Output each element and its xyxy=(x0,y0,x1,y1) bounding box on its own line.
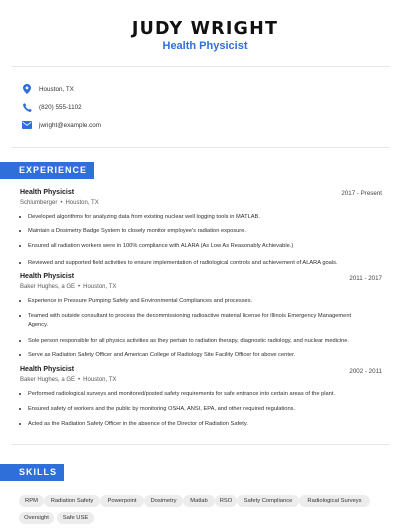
job-dates: 2011 - 2017 xyxy=(349,275,382,282)
contact-location xyxy=(22,82,74,96)
list-item: Reviewed and supported field activities to ensure implementation of radiological controls and achievement of ALARA goals. xyxy=(19,259,371,268)
skill-tag: Matlab xyxy=(183,495,215,507)
list-item: Teamed with outside consultant to process the decommissioning radioactive material license for Illinois Emergency Management Agency. xyxy=(19,312,371,329)
candidate-name: JUDY WRIGHT xyxy=(131,19,279,39)
job-company: Schlumberger xyxy=(20,200,58,206)
contact-email xyxy=(22,118,101,132)
list-item: Maintain a Dosimetry Badge System to closely monitor employee's radiation exposure. xyxy=(19,227,371,236)
skill-tag: Powerpoint xyxy=(100,495,144,507)
divider xyxy=(12,444,390,445)
list-item: Acted as the Radiation Safety Officer in the absence of the Director of Radiation Safety. xyxy=(19,420,371,429)
job-headline: Health Physicist xyxy=(162,40,248,52)
section-heading-skills: SKILLS xyxy=(0,464,64,481)
job-dates: 2002 - 2011 xyxy=(349,368,382,375)
divider xyxy=(12,147,390,148)
job-title: Health Physicist xyxy=(20,366,75,373)
job-company-line: Baker Hughes, a GE • Houston, TX xyxy=(20,377,117,383)
email-text: jwright@example.com xyxy=(39,121,102,129)
skill-tag: RPM xyxy=(19,495,44,507)
job-location: Houston, TX xyxy=(65,200,99,206)
skill-tag: Radiological Surveys xyxy=(299,495,370,507)
list-item: Ensured all radiation workers were in 100% compliance with ALARA (As Low As Reasonably Achievable.) xyxy=(19,242,371,251)
skill-tag: Oversight xyxy=(19,512,54,524)
phone-text: (820) 555-1102 xyxy=(39,103,82,111)
skill-tag: Radiation Safety xyxy=(44,495,100,507)
location-pin-icon xyxy=(22,84,32,94)
list-item: Experience in Pressure Pumping Safety and Environmental Compliances and processes. xyxy=(19,297,371,306)
job-dates: 2017 - Present xyxy=(341,190,382,197)
skill-tag: Dosimetry xyxy=(144,495,183,507)
list-item: Serve as Radiation Safety Officer and American College of Radiology Site Facility Officer for above center. xyxy=(19,351,371,360)
job-company: Baker Hughes, a GE xyxy=(20,377,76,383)
contact-phone xyxy=(22,100,82,114)
skill-tag: RSO xyxy=(215,495,237,507)
job-location: Houston, TX xyxy=(83,377,117,383)
job-location: Houston, TX xyxy=(83,284,117,290)
job-company-line: Schlumberger • Houston, TX xyxy=(20,200,99,206)
job-company: Baker Hughes, a GE xyxy=(20,284,76,290)
list-item: Performed radiological surveys and monitored/posted safety requirements for safe entrance into certain areas of the plant. xyxy=(19,390,371,399)
skill-tag: Safety Compliance xyxy=(237,495,299,507)
job-title: Health Physicist xyxy=(20,273,75,280)
divider xyxy=(12,66,390,67)
list-item: Sole person responsible for all physics activities as they pertain to radiation therapy, diagnostic radiology, and nuclear medicine. xyxy=(19,337,371,346)
job-title: Health Physicist xyxy=(20,189,75,196)
job-company-line: Baker Hughes, a GE • Houston, TX xyxy=(20,284,117,290)
section-heading-experience: EXPERIENCE xyxy=(0,162,94,179)
skill-tag: Safe USE xyxy=(57,512,94,524)
list-item: Ensured safety of workers and the public by monitoring OSHA, ANSI, EPA, and other required regulations. xyxy=(19,405,371,414)
location-text: Houston, TX xyxy=(39,85,74,93)
phone-icon xyxy=(22,102,32,112)
list-item: Developed algorithms for analyzing data from existing nuclear well logging tools in MATLAB. xyxy=(19,213,371,222)
email-icon xyxy=(22,120,32,130)
